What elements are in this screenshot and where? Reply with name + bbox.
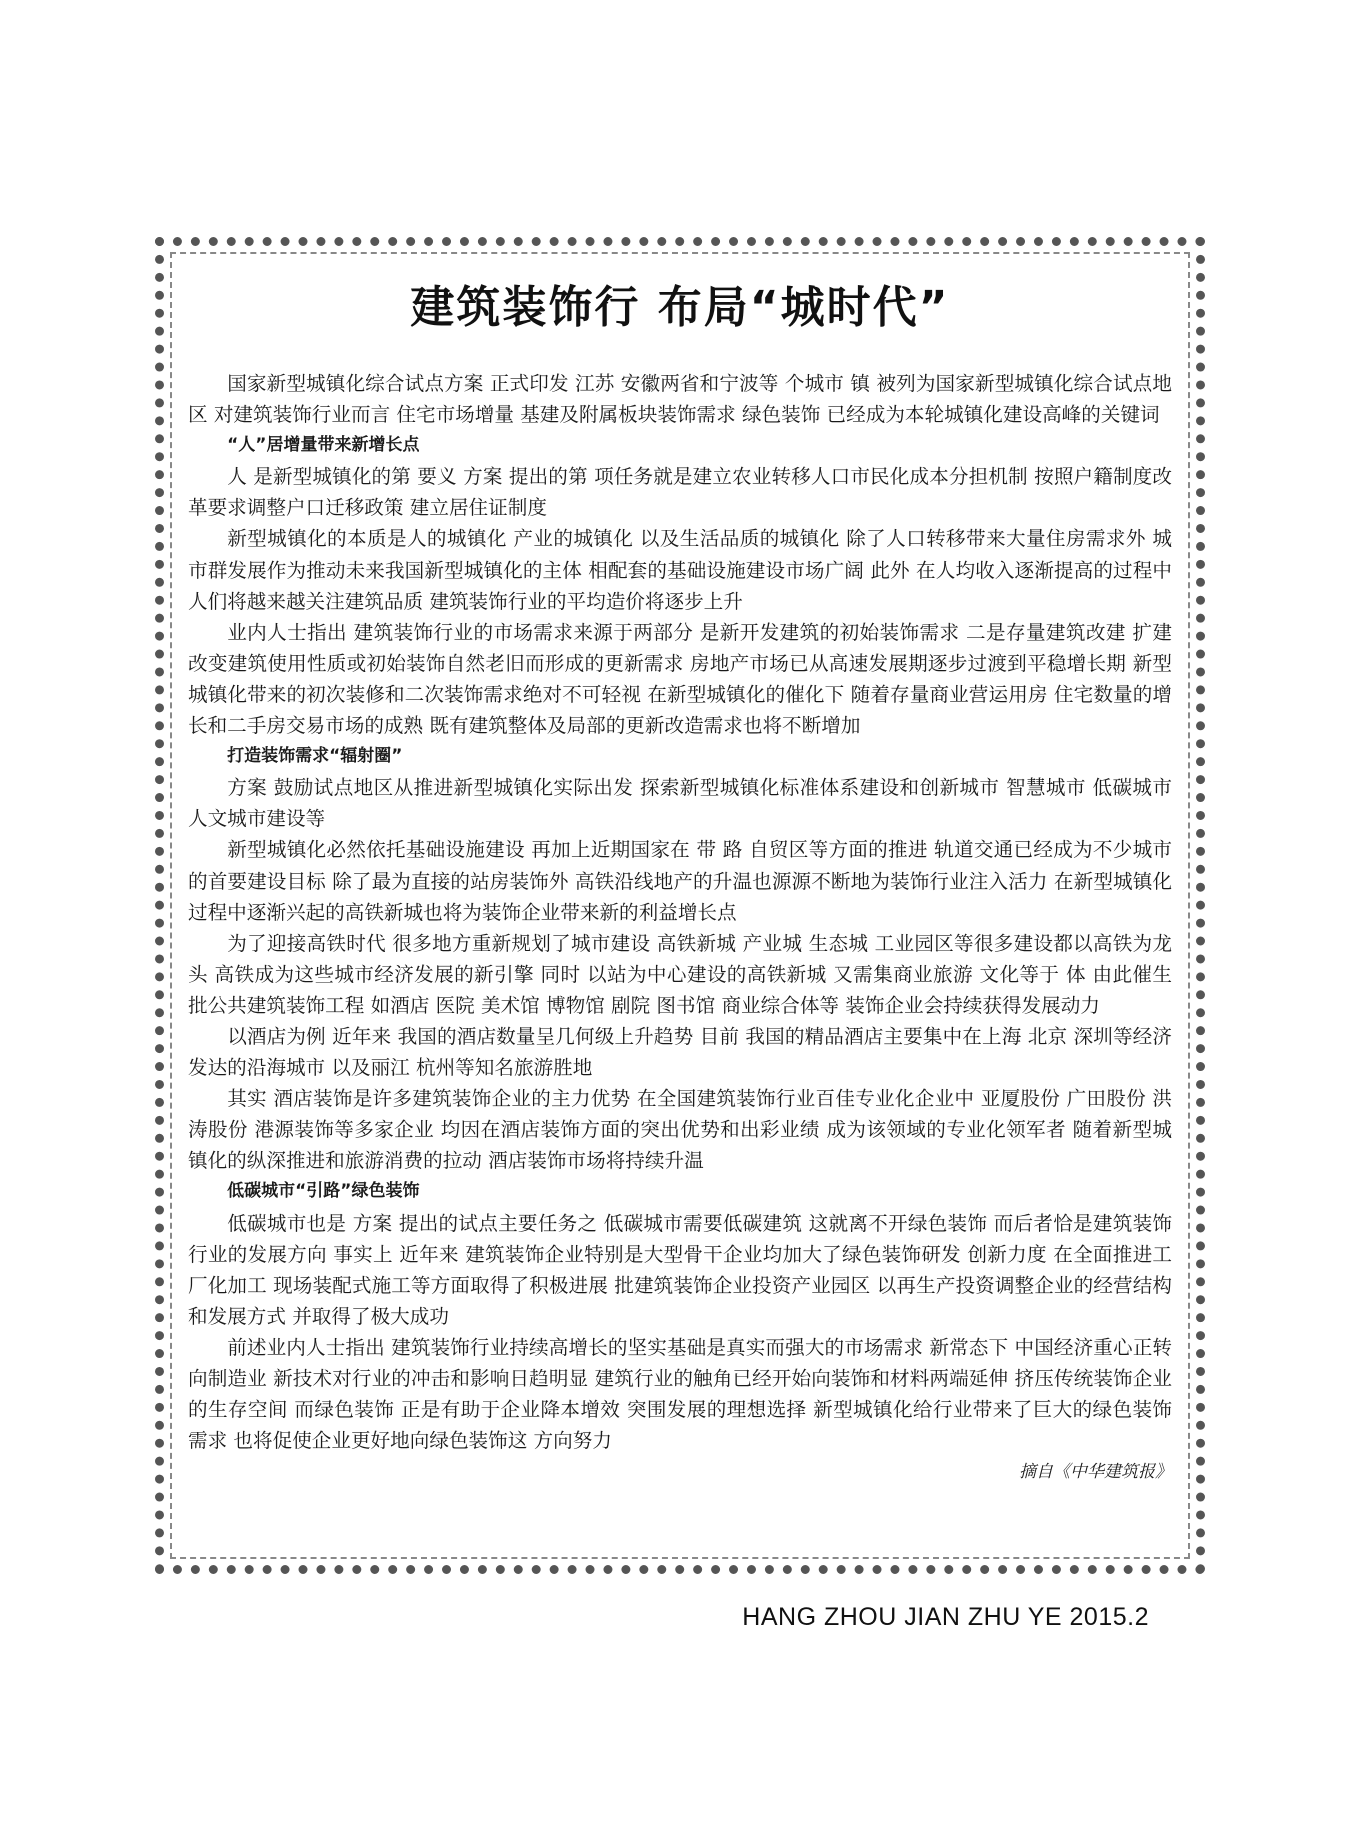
body-paragraph: 业内人士指出 建筑装饰行业的市场需求来源于两部分 是新开发建筑的初始装饰需求 二是存量建筑改建 扩建 改变建筑使用性质或初始装饰自然老旧而形成的更新需求 房地产市场已从高速发展期逐步过渡到平稳增长期 新型城镇化带来的初次装修和二次装饰需求绝对不可轻视 在新型城镇化的催化下 随着存量商业营运用房 住宅数量的增长和二手房交易市场的成熟 既有建筑整体及局部的更新改造需求也将不断增加 [188, 620, 1172, 738]
article-body [188, 368, 1172, 1456]
section-heading: 打造装饰需求“辐射圈” [227, 746, 403, 767]
body-paragraph: 其实 酒店装饰是许多建筑装饰企业的主力优势 在全国建筑装饰行业百佳专业化企业中 亚厦股份 广田股份 洪涛股份 港源装饰等多家企业 均因在酒店装饰方面的突出优势和出彩业绩 成为该领域的专业化领军者 随着新型城镇化的纵深推进和旅游消费的拉动 酒店装饰市场将持续升温 [188, 1087, 1172, 1173]
body-paragraph: 低碳城市也是 方案 提出的试点主要任务之 低碳城市需要低碳建筑 这就离不开绿色装饰 而后者恰是建筑装饰行业的发展方向 事实上 近年来 建筑装饰企业特别是大型骨干企业均加大了绿色装饰研发 创新力度 在全面推进工厂化加工 现场装配式施工等方面取得了积极进展 批建筑装饰企业投资产业园区 以再生产投资调整企业的经营结构和发展方式 并取得了极大成功 [188, 1211, 1172, 1328]
article-source: 摘自《中华建筑报》 [1019, 1462, 1172, 1483]
body-paragraph: 国家新型城镇化综合试点方案 正式印发 江苏 安徽两省和宁波等 个城市 镇 被列为国家新型城镇化综合试点地区 对建筑装饰行业而言 住宅市场增量 基建及附属板块装饰需求 绿色装饰 已经成为本轮城镇化建设高峰的关键词 [188, 372, 1172, 427]
body-paragraph: 前述业内人士指出 建筑装饰行业持续高增长的坚实基础是真实而强大的市场需求 新常态下 中国经济重心正转向制造业 新技术对行业的冲击和影响日趋明显 建筑行业的触角已经开始向装饰和材料两端延伸 挤压传统装饰企业的生存空间 而绿色装饰 正是有助于企业降本增效 突围发展的理想选择 新型城镇化给行业带来了巨大的绿色装饰需求 也将促使企业更好地向绿色装饰这 方向努力 [188, 1335, 1172, 1453]
body-paragraph: 以酒店为例 近年来 我国的酒店数量呈几何级上升趋势 目前 我国的精品酒店主要集中在上海 北京 深圳等经济发达的沿海城市 以及丽江 杭州等知名旅游胜地 [188, 1024, 1172, 1080]
body-paragraph: 为了迎接高铁时代 很多地方重新规划了城市建设 高铁新城 产业城 生态城 工业园区等很多建设都以高铁为龙头 高铁成为这些城市经济发展的新引擎 同时 以站为中心建设的高铁新城 又需集商业旅游 文化等于 体 由此催生 批公共建筑装饰工程 如酒店 医院 美术馆 博物馆 剧院 图书馆 商业综合体等 装饰企业会持续获得发展动力 [188, 931, 1172, 1017]
body-paragraph: 人 是新型城镇化的第 要义 方案 提出的第 项任务就是建立农业转移人口市民化成本分担机制 按照户籍制度改革要求调整户口迁移政策 建立居住证制度 [188, 465, 1172, 520]
page-footer: HANG ZHOU JIAN ZHU YE 2015.2 [742, 1603, 1149, 1631]
body-paragraph: 方案 鼓励试点地区从推进新型城镇化实际出发 探索新型城镇化标准体系建设和创新城市 智慧城市 低碳城市 人文城市建设等 [188, 776, 1172, 831]
body-paragraph: 新型城镇化必然依托基础设施建设 再加上近期国家在 带 路 自贸区等方面的推进 轨道交通已经成为不少城市的首要建设目标 除了最为直接的站房装饰外 高铁沿线地产的升温也源源不断地为装饰行业注入活力 在新型城镇化过程中逐渐兴起的高铁新城也将为装饰企业带来新的利益增长点 [188, 838, 1172, 924]
article [188, 278, 1172, 1486]
article-title: 建筑装饰行 布局“城时代” [410, 282, 950, 333]
section-heading: “人”居增量带来新增长点 [227, 435, 420, 456]
body-paragraph: 新型城镇化的本质是人的城镇化 产业的城镇化 以及生活品质的城镇化 除了人口转移带来大量住房需求外 城市群发展作为推动未来我国新型城镇化的主体 相配套的基础设施建设市场广阔 此外 在人均收入逐渐提高的过程中 人们将越来越关注建筑品质 建筑装饰行业的平均造价将逐步上升 [188, 527, 1172, 613]
section-heading: 低碳城市“引路”绿色装饰 [227, 1181, 420, 1202]
